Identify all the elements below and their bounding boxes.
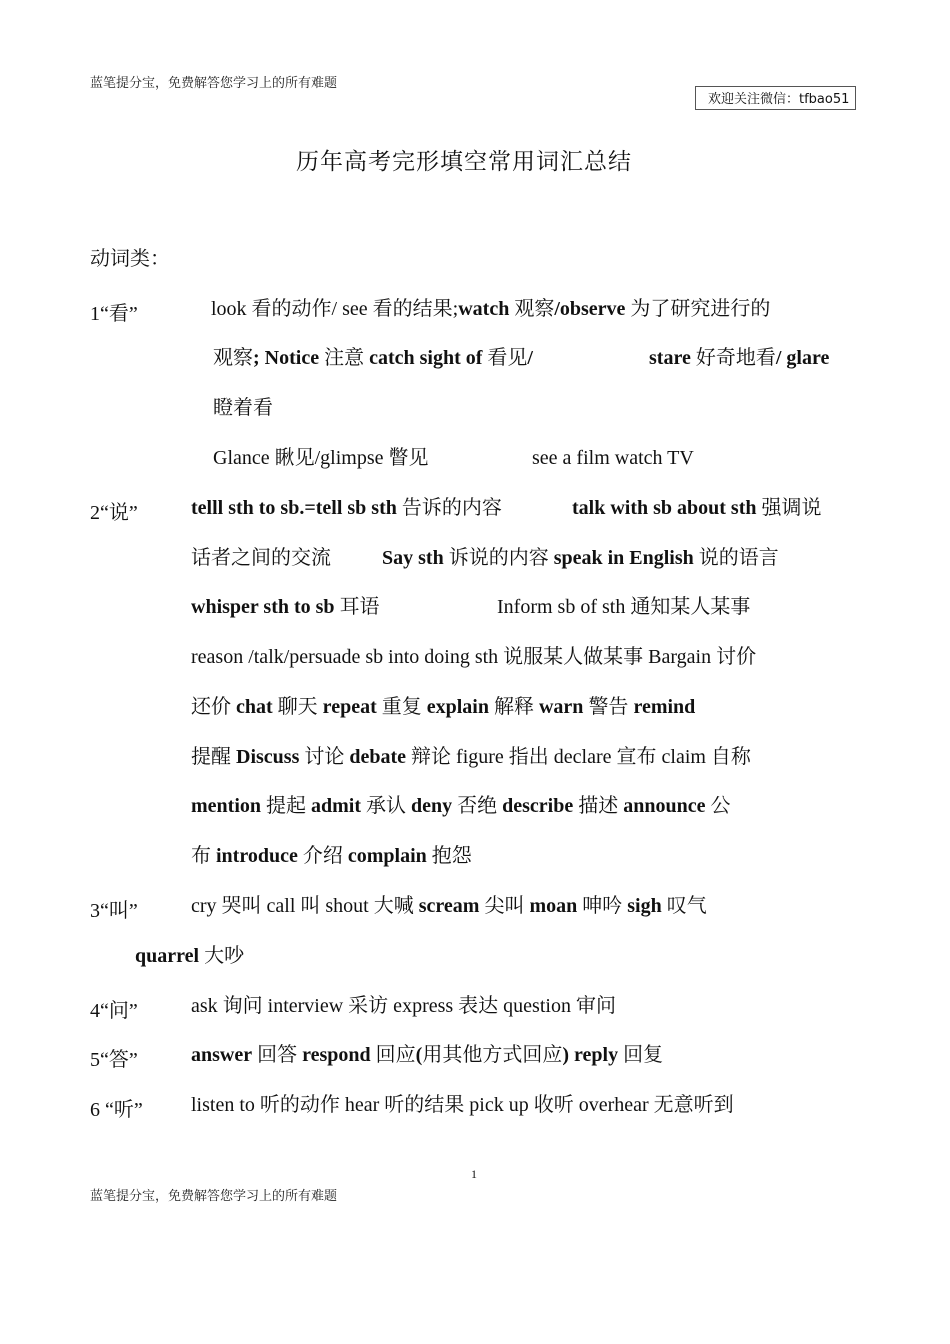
line-say-2: [191, 546, 331, 570]
item-label-ask: 4“问”: [90, 1000, 138, 1022]
text-segment: repeat: [322, 696, 377, 718]
text-segment: speak in English: [553, 547, 694, 569]
item-label-say: 2“说”: [90, 502, 138, 524]
line-answer-1: [191, 1043, 663, 1067]
text-segment: answer: [191, 1044, 253, 1066]
text-segment: Say sth: [382, 547, 444, 569]
text-segment: watch: [458, 298, 510, 320]
text-segment: 介绍: [297, 845, 348, 867]
text-segment: 解释: [488, 696, 539, 718]
line-say-3b: [497, 595, 750, 619]
text-segment: warn: [538, 696, 584, 718]
text-segment: ; Notice: [253, 347, 320, 369]
text-segment: 观察: [213, 347, 253, 369]
item-label-answer: 5“答”: [90, 1049, 138, 1071]
wechat-label: 欢迎关注微信：tfbao51: [695, 86, 856, 110]
line-say-3: [191, 595, 380, 619]
header-text: 蓝笔提分宝，免费解答您学习上的所有难题: [90, 76, 338, 91]
text-segment: 提醒: [191, 746, 236, 768]
text-segment: ask 询问 interview 采访 express 表达 question 审问: [191, 995, 616, 1017]
text-segment: 抱怨: [426, 845, 472, 867]
text-segment: Inform sb of sth 通知某人某事: [497, 596, 751, 618]
line-say-5: [191, 695, 695, 719]
text-segment: cry 哭叫 call 叫 shout 大喊: [191, 895, 419, 917]
text-segment: talk with sb about sth: [572, 497, 757, 519]
text-segment: announce: [623, 795, 706, 817]
text-segment: Glance 瞅见/glimpse 瞥见: [213, 447, 429, 469]
text-segment: 诉说的内容: [443, 547, 554, 569]
line-say-1b: [572, 496, 822, 520]
line-say-1: [191, 496, 502, 520]
text-segment: scream: [418, 895, 480, 917]
line-see-2b: [649, 346, 829, 370]
line-call-2: [135, 944, 244, 968]
text-segment: 大吵: [199, 945, 245, 967]
line-say-6: [191, 745, 751, 769]
line-call-1: [191, 894, 707, 918]
text-segment: Discuss: [236, 746, 300, 768]
text-segment: moan: [529, 895, 578, 917]
text-segment: chat: [236, 696, 273, 718]
text-segment: sigh: [627, 895, 662, 917]
line-listen-1: [191, 1093, 734, 1117]
item-label-listen: 6 “听”: [90, 1099, 143, 1121]
text-segment: 聊天: [272, 696, 323, 718]
text-segment: quarrel: [135, 945, 200, 967]
footer-text: 蓝笔提分宝，免费解答您学习上的所有难题: [90, 1189, 338, 1204]
text-segment: ): [562, 1044, 569, 1066]
text-segment: 注意: [319, 347, 370, 369]
text-segment: look 看的动作/ see 看的结果;: [211, 298, 459, 320]
text-segment: 耳语: [334, 596, 380, 618]
text-segment: 回应: [370, 1044, 416, 1066]
line-ask-1: [191, 994, 616, 1018]
page-title: 历年高考完形填空常用词汇总结: [296, 149, 632, 175]
text-segment: 否绝: [452, 795, 503, 817]
text-segment: 呻吟: [577, 895, 628, 917]
text-segment: 回复: [618, 1044, 664, 1066]
text-segment: 用其他方式回应: [422, 1044, 563, 1066]
line-say-8: [191, 844, 472, 868]
text-segment: 承认: [361, 795, 411, 817]
item-label-call: 3“叫”: [90, 900, 138, 922]
text-segment: mention: [191, 795, 261, 817]
text-segment: respond: [302, 1044, 371, 1066]
text-segment: 叹气: [661, 895, 707, 917]
text-segment: describe: [502, 795, 574, 817]
item-label-see: 1“看”: [90, 303, 138, 325]
text-segment: 警告: [583, 696, 634, 718]
line-see-1: [211, 297, 770, 321]
text-segment: reply: [574, 1044, 619, 1066]
line-see-2: [213, 346, 533, 370]
text-segment: deny: [411, 795, 453, 817]
text-segment: 讨论: [299, 746, 350, 768]
text-segment: 布: [191, 845, 216, 867]
text-segment: 告诉的内容: [396, 497, 502, 519]
text-segment: 描述: [573, 795, 624, 817]
text-segment: remind: [633, 696, 696, 718]
text-segment: 为了研究进行的: [625, 298, 771, 320]
line-say-4: [191, 645, 756, 669]
text-segment: introduce: [216, 845, 298, 867]
text-segment: 尖叫: [479, 895, 530, 917]
line-say-2b: [382, 546, 779, 570]
line-see-4: [213, 446, 429, 470]
text-segment: whisper sth to sb: [191, 596, 335, 618]
text-segment: 重复: [376, 696, 427, 718]
text-segment: 观察: [509, 298, 555, 320]
text-segment: explain: [426, 696, 489, 718]
text-segment: 公: [705, 795, 731, 817]
text-segment: 看见: [482, 347, 528, 369]
text-segment: 话者之间的交流: [191, 547, 331, 569]
text-segment: see a film watch TV: [532, 447, 694, 469]
line-say-7: [191, 794, 730, 818]
text-segment: (: [415, 1044, 423, 1066]
text-segment: /observe: [554, 298, 626, 320]
text-segment: catch sight of: [369, 347, 483, 369]
text-segment: 瞪着看: [213, 397, 273, 419]
text-segment: complain: [347, 845, 427, 867]
text-segment: 还价: [191, 696, 236, 718]
text-segment: listen to 听的动作 hear 听的结果 pick up 收听 overhear 无意听到: [191, 1094, 734, 1116]
text-segment: 提起: [261, 795, 311, 817]
text-segment: stare: [649, 347, 691, 369]
text-segment: 回答: [252, 1044, 303, 1066]
text-segment: 好奇地看: [690, 347, 776, 369]
text-segment: reason /talk/persuade sb into doing sth 说服某人做某事 Bargain 讨价: [191, 646, 757, 668]
page-number: 1: [471, 1167, 477, 1181]
line-see-3: [213, 396, 273, 420]
text-segment: admit: [311, 795, 361, 817]
text-segment: 辩论 figure 指出 declare 宣布 claim 自称: [406, 746, 751, 768]
text-segment: telll sth to sb.=tell sb sth: [191, 497, 397, 519]
line-see-4b: [532, 446, 694, 470]
text-segment: / glare: [775, 347, 830, 369]
text-segment: 强调说: [756, 497, 822, 519]
text-segment: debate: [349, 746, 407, 768]
text-segment: 说的语言: [693, 547, 779, 569]
text-segment: /: [527, 347, 533, 369]
section-heading: 动词类：: [90, 248, 170, 270]
